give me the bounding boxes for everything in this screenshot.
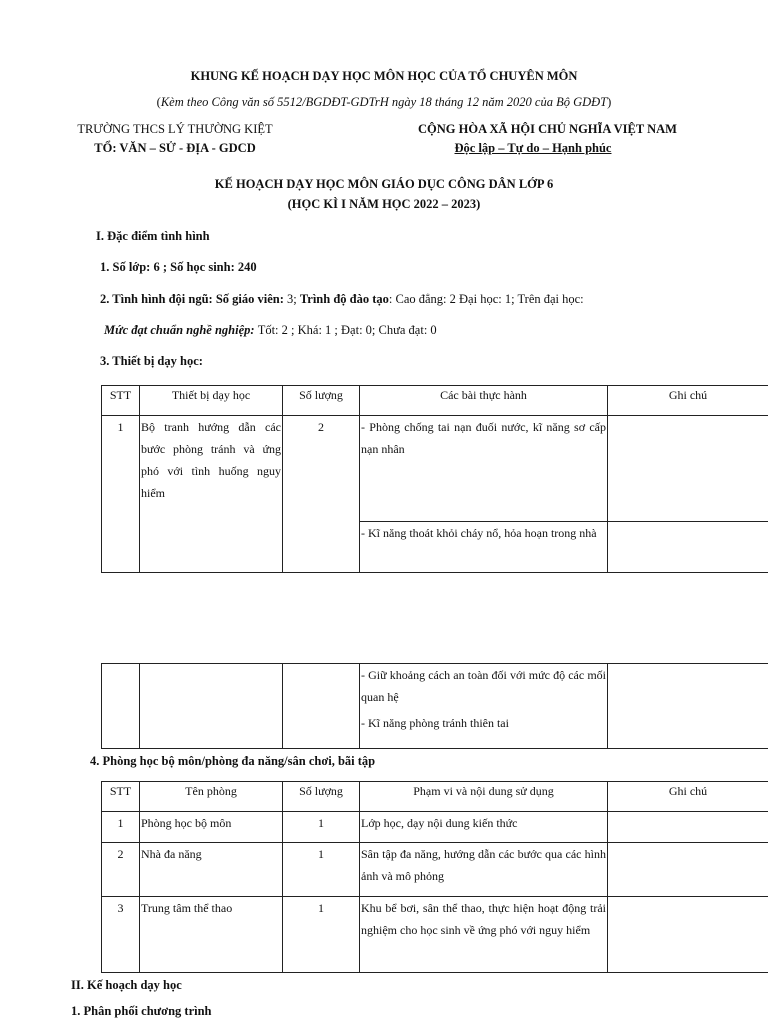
table-row xyxy=(102,812,768,843)
room-stt: 3 xyxy=(102,897,140,973)
room-note xyxy=(608,812,768,843)
room-name: Phòng học bộ môn xyxy=(140,812,283,843)
room-scope: Lớp học, dạy nội dung kiến thức xyxy=(360,812,608,843)
subtitle xyxy=(0,95,768,110)
table-row xyxy=(102,416,768,522)
col-practice: Các bài thực hành xyxy=(360,386,608,416)
row-note-2 xyxy=(608,522,768,573)
room-table-header xyxy=(102,782,768,812)
standard-label: Mức đạt chuẩn nghề nghiệp: xyxy=(104,323,258,337)
section1-item2 xyxy=(100,292,584,307)
row-practice-4: - Kĩ năng phòng tránh thiên tai xyxy=(360,712,608,749)
room-col-name: Tên phòng xyxy=(140,782,283,812)
row-practice-1: - Phòng chống tai nạn đuối nước, kĩ năng sơ cấp nạn nhân xyxy=(360,416,608,522)
room-quantity: 1 xyxy=(283,812,360,843)
section1-item3: 3. Thiết bị dạy học: xyxy=(100,354,203,368)
room-col-note: Ghi chú xyxy=(608,782,768,812)
section2-heading: II. Kế hoạch dạy học xyxy=(71,978,182,992)
item2-training-label: Trình độ đào tạo xyxy=(299,292,389,306)
item2-label: 2. Tình hình đội ngũ: xyxy=(100,292,216,306)
room-table xyxy=(101,781,768,973)
room-note xyxy=(608,843,768,897)
room-note xyxy=(608,897,768,973)
school-name: TRƯỜNG THCS LÝ THƯỜNG KIỆT xyxy=(77,122,273,136)
plan-subtitle: (HỌC KÌ I NĂM HỌC 2022 – 2023) xyxy=(287,197,481,211)
room-name: Trung tâm thể thao xyxy=(140,897,283,973)
row-practice-3: - Giữ khoảng cách an toàn đối với mức độ các mối quan hệ xyxy=(360,664,608,713)
equipment-table xyxy=(101,385,768,573)
subtitle-text: Kèm theo Công văn số 5512/BGDĐT-GDTrH ngày 18 tháng 12 năm 2020 của Bộ GDĐT xyxy=(160,95,608,109)
row-quantity: 2 xyxy=(283,416,360,573)
room-col-quantity: Số lượng xyxy=(283,782,360,812)
department-name: TỔ: VĂN – SỬ - ĐỊA - GDCD xyxy=(94,141,256,155)
item2-teacher-count: 3; xyxy=(287,292,300,306)
room-scope: Khu bể bơi, sân thể thao, thực hiện hoạt động trải nghiệm cho học sinh về ứng phó với nguy hiểm xyxy=(360,897,608,973)
item2-teacher-label: Số giáo viên: xyxy=(215,292,287,306)
room-col-scope: Phạm vi và nội dung sử dụng xyxy=(360,782,608,812)
col-stt: STT xyxy=(102,386,140,416)
row-device: Bộ tranh hướng dẫn các bước phòng tránh và ứng phó với tình huống nguy hiểm xyxy=(140,416,283,573)
room-stt: 1 xyxy=(102,812,140,843)
equipment-table-continued xyxy=(101,663,768,749)
motto: Độc lập – Tự do – Hạnh phúc xyxy=(454,141,612,155)
room-stt: 2 xyxy=(102,843,140,897)
row-practice-2: - Kĩ năng thoát khỏi cháy nổ, hỏa hoạn trong nhà xyxy=(360,522,608,573)
room-name: Nhà đa năng xyxy=(140,843,283,897)
subtitle-open: ( xyxy=(156,95,161,109)
cont-quantity xyxy=(283,664,360,749)
section2-sub1: 1. Phân phối chương trình xyxy=(71,1004,212,1018)
standard-values: Tốt: 2 ; Khá: 1 ; Đạt: 0; Chưa đạt: 0 xyxy=(257,323,437,337)
table-row xyxy=(102,843,768,897)
row-note xyxy=(608,416,768,522)
section1-item1: 1. Số lớp: 6 ; Số học sinh: 240 xyxy=(100,260,257,274)
section4-heading: 4. Phòng học bộ môn/phòng đa năng/sân chơi, bãi tập xyxy=(90,754,376,768)
main-title: KHUNG KẾ HOẠCH DẠY HỌC MÔN HỌC CỦA TỔ CHUYÊN MÔN xyxy=(190,69,578,83)
cont-stt xyxy=(102,664,140,749)
cont-note xyxy=(608,664,768,749)
col-note: Ghi chú xyxy=(608,386,768,416)
country-name: CỘNG HÒA XÃ HỘI CHỦ NGHĨA VIỆT NAM xyxy=(418,122,677,136)
room-quantity: 1 xyxy=(283,843,360,897)
col-quantity: Số lượng xyxy=(283,386,360,416)
cont-device xyxy=(140,664,283,749)
room-quantity: 1 xyxy=(283,897,360,973)
plan-title: KẾ HOẠCH DẠY HỌC MÔN GIÁO DỤC CÔNG DÂN LỚP 6 xyxy=(214,177,554,191)
room-scope: Sân tập đa năng, hướng dẫn các bước qua các hình ảnh và mô phỏng xyxy=(360,843,608,897)
section1-heading: I. Đặc điểm tình hình xyxy=(96,229,210,243)
col-device: Thiết bị dạy học xyxy=(140,386,283,416)
table-row xyxy=(102,664,768,713)
item2-training-values: : Cao đẳng: 2 Đại học: 1; Trên đại học: xyxy=(388,292,584,306)
section1-item2b xyxy=(104,323,437,338)
room-col-stt: STT xyxy=(102,782,140,812)
table-row xyxy=(102,897,768,973)
row-stt: 1 xyxy=(102,416,140,573)
equipment-table-header xyxy=(102,386,768,416)
subtitle-close: ) xyxy=(607,95,612,109)
